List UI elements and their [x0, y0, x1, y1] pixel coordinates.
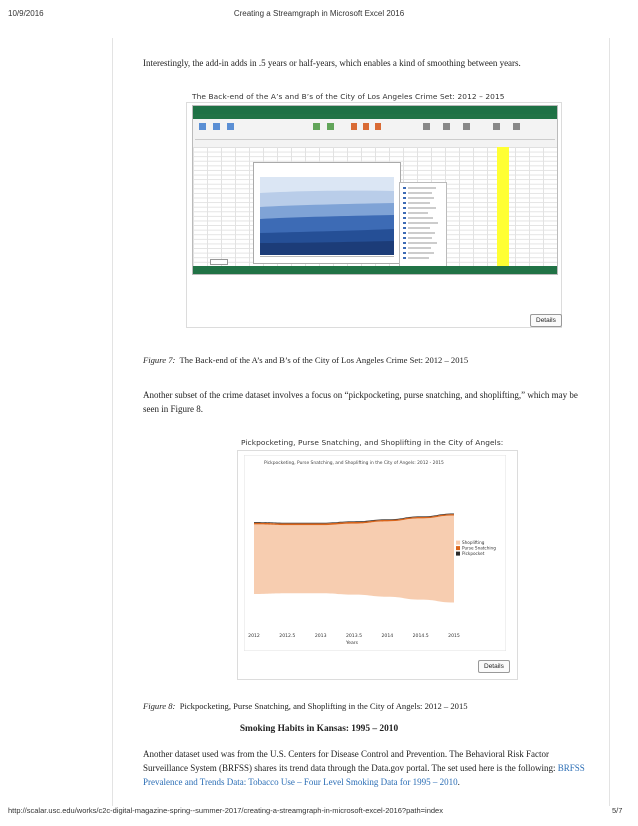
x-axis-label: Years [345, 641, 359, 646]
brfss-data-link[interactable]: BRFSS Prevalence and Trends Data: Tobacco Use – Four Level Smoking Data for 1995 – 2010 [143, 763, 585, 787]
x-tick-label: 2012.5 [279, 634, 296, 639]
print-title: Creating a Streamgraph in Microsoft Excel 2016 [233, 9, 405, 18]
section-heading: Smoking Habits in Kansas: 1995 – 2010 [239, 724, 399, 734]
final-paragraph [143, 747, 591, 789]
final-paragraph-text: Another dataset used was from the U.S. Centers for Disease Control and Prevention. The Behavioral Risk Factor Surveillance System (BRFSS) shares its trend data through the Data.gov portal. The set used here is the following: [143, 749, 556, 773]
final-paragraph-end: . [457, 777, 460, 787]
plot-area [254, 513, 454, 602]
legend-swatch-shoplifting [456, 541, 460, 545]
legend-swatch-purse-snatching [456, 546, 460, 550]
figure8-caption-text: Pickpocketing, Purse Snatching, and Shoplifting in the City of Angels: 2012 – 2015 [179, 701, 468, 711]
x-tick-label: 2015 [448, 634, 460, 639]
legend-label-pickpocket: Pickpocket [462, 551, 485, 556]
x-tick-label: 2013.5 [345, 634, 363, 639]
left-column-rule [112, 38, 113, 806]
excel-streamgraph [254, 163, 400, 263]
excel-chart-legend [399, 182, 447, 268]
x-tick-label: 2014 [381, 634, 394, 639]
excel-embedded-chart [253, 162, 401, 264]
figure7-title: The Back-end of the A’s and B’s of the City of Los Angeles Crime Set: 2012 – 2015 [192, 92, 505, 101]
excel-legend-swatches [400, 183, 446, 267]
excel-highlighted-column [497, 147, 509, 266]
figure7-caption-label: Figure 7: [143, 355, 176, 365]
excel-sheet-tab [210, 259, 228, 265]
intro-paragraph: Interestingly, the add-in adds in .5 years or half-years, which enables a kind of smoothing between years. [143, 58, 521, 68]
legend-swatch-pickpocket [456, 552, 460, 556]
x-axis [248, 633, 460, 639]
footer-url: http://scalar.usc.edu/works/c2c-digital-magazine-spring--summer-2017/creating-a-streamgraph-in-microsoft-excel-2016?path=index [8, 806, 443, 815]
print-date: 10/9/2016 [8, 9, 44, 18]
figure8-title: Pickpocketing, Purse Snatching, and Shoplifting in the City of Angels: [241, 438, 504, 447]
legend-label-purse-snatching: Purse Snatching [462, 545, 496, 551]
subset-paragraph: Another subset of the crime dataset involves a focus on “pickpocketing, purse snatching, and shoplifting,” which may be seen in Figure 8. [143, 390, 578, 414]
figure8-chart [244, 455, 506, 651]
excel-title-bar [193, 106, 557, 114]
legend-label-shoplifting: Shoplifting [462, 540, 485, 545]
right-column-rule [609, 38, 610, 806]
footer-page-number: 5/7 [612, 806, 623, 815]
excel-ribbon [193, 119, 557, 148]
x-tick-label: 2012 [248, 634, 260, 639]
figure7-excel-screenshot [192, 105, 558, 275]
figure8-caption-label: Figure 8: [143, 701, 176, 711]
x-tick-label: 2013 [314, 634, 327, 639]
figure7-details-button[interactable]: Details [530, 314, 562, 327]
figure8-details-button[interactable]: Details [478, 660, 510, 673]
chart-title: Pickpocketing, Purse Snatching, and Shoplifting in the City of Angels: 2012 - 2015 [264, 461, 444, 466]
figure7-caption [143, 355, 468, 365]
series-shoplifting [254, 516, 454, 603]
figure8-caption [143, 701, 468, 711]
x-tick-label: 2014.5 [412, 634, 429, 639]
excel-ribbon-icons [193, 119, 557, 147]
figure7-caption-text: The Back-end of the A’s and B’s of the City of Los Angeles Crime Set: 2012 – 2015 [179, 355, 469, 365]
excel-status-bar [193, 266, 557, 274]
